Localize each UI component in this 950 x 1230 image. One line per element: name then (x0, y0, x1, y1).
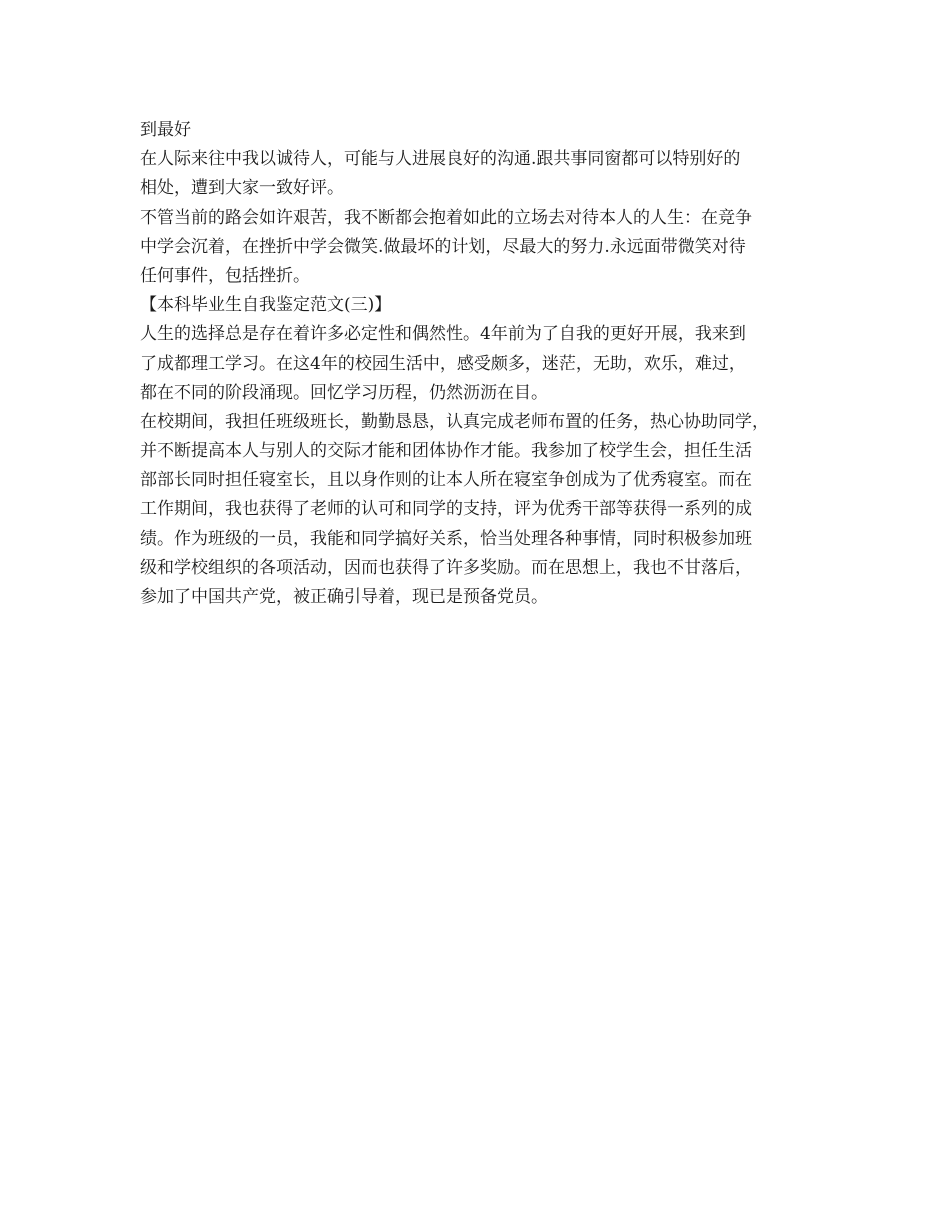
text-line: 在人际来往中我以诚待人，可能与人进展良好的沟通.跟共事同窗都可以特别好的 (140, 149, 741, 170)
text-line: 相处，遭到大家一致好评。 (140, 178, 344, 199)
text-line: 工作期间，我也获得了老师的认可和同学的支持，评为优秀干部等获得一系列的成 (140, 499, 752, 520)
text-line: 了成都理工学习。在这4年的校园生活中，感受颇多，迷茫，无助，欢乐，难过， (140, 353, 746, 374)
text-line: 部部长同时担任寝室长，且以身作则的让本人所在寝室争创成为了优秀寝室。而在 (140, 470, 752, 491)
section-heading: 【本科毕业生自我鉴定范文(三)】 (140, 295, 392, 316)
text-line: 到最好 (140, 120, 191, 140)
text-line: 任何事件，包括挫折。 (140, 265, 310, 286)
text-line: 不管当前的路会如许艰苦，我不断都会抱着如此的立场去对待本人的人生：在竞争 (140, 207, 752, 228)
text-line: 都在不同的阶段涌现。回忆学习历程，仍然沥沥在目。 (140, 382, 548, 403)
text-line: 人生的选择总是存在着许多必定性和偶然性。4年前为了自我的更好开展，我来到 (140, 324, 746, 345)
text-line: 并不断提高本人与别人的交际才能和团体协作才能。我参加了校学生会，担任生活 (140, 441, 752, 462)
document-body (140, 116, 830, 612)
text-line: 在校期间，我担任班级班长，勤勤恳恳，认真完成老师布置的任务，热心协助同学， (140, 411, 769, 432)
text-line: 参加了中国共产党，被正确引导着，现已是预备党员。 (140, 587, 548, 607)
text-line: 中学会沉着，在挫折中学会微笑.做最坏的计划，尽最大的努力.永远面带微笑对待 (140, 236, 746, 257)
text-line: 级和学校组织的各项活动，因而也获得了许多奖励。而在思想上，我也不甘落后， (140, 557, 752, 578)
text-line: 绩。作为班级的一员，我能和同学搞好关系，恰当处理各种事情，同时积极参加班 (140, 528, 752, 549)
